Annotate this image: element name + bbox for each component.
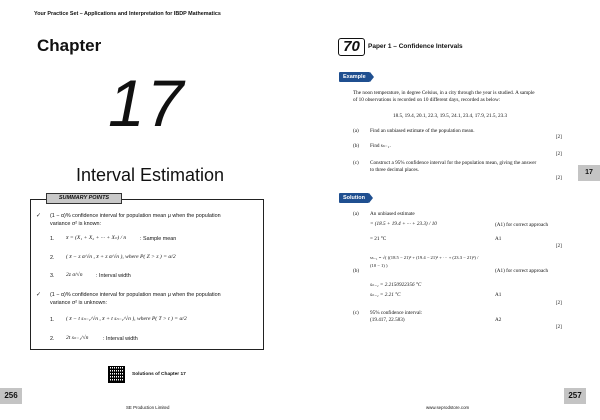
example-text-2: of 10 observations is recorded on 10 different days, recorded as below:	[353, 97, 501, 103]
solution-a-step-2: = 21 °C	[370, 236, 387, 242]
example-text-1: The noon temperature, in degree Celsius, in a city through the year is studied. A sample	[353, 90, 535, 96]
running-head: Your Practice Set – Applications and Interpretation for IBDP Mathematics	[34, 11, 221, 17]
summary-item-note: : Sample mean	[140, 236, 177, 242]
solution-a-step-1: = (18.5 + 19.4 + ··· + 23.3) / 10	[370, 221, 437, 227]
section-title: Paper 1 – Confidence Intervals	[368, 43, 463, 50]
summary-tab: SUMMARY POINTS	[46, 193, 122, 204]
qr-label: Solutions of Chapter 17	[132, 372, 186, 377]
marks: [2]	[556, 244, 562, 249]
footer-right: www.seprodstore.com	[426, 405, 470, 410]
solution-b-step-3: sₙ₋₁ = 2.21 °C	[370, 292, 401, 298]
page-number-right: 257	[564, 388, 586, 404]
page-number-left: 256	[0, 388, 22, 404]
marks: [2]	[556, 176, 562, 181]
summary-known-intro-1: (1 − α)% confidence interval for population mean μ when the population	[50, 213, 221, 219]
solution-b-step-2: sₙ₋₁ = 2.2150922356 °C	[370, 282, 422, 288]
chapter-badge: 70	[338, 38, 365, 56]
t-width-formula: 2t sₙ₋₁/√n	[66, 335, 89, 341]
solution-c-heading: 95% confidence interval:	[370, 310, 423, 316]
award-note: A1	[495, 292, 502, 298]
summary-item-label: 3.	[50, 273, 55, 279]
solution-label: (a)	[353, 211, 359, 217]
question-c-text-1: Construct a 95% confidence interval for the population mean, giving the answer	[370, 160, 537, 166]
z-interval-formula: ( x̄ − z σ/√n , x̄ + z σ/√n ), where P( Z > z ) = α/2	[66, 254, 176, 260]
question-c-text-2: to three decimal places.	[370, 167, 419, 173]
summary-known-intro-2: variance σ² is known:	[50, 221, 101, 227]
award-note: A2	[495, 317, 502, 323]
data-line: 18.5, 19.4, 20.1, 22.3, 19.5, 24.1, 23.4, 17.9, 21.5, 23.3	[393, 113, 508, 119]
question-b-text: Find sₙ₋₁.	[370, 143, 391, 149]
footer-left: SE Production Limited	[126, 405, 170, 410]
question-label: (b)	[353, 143, 360, 149]
solution-tag: Solution	[339, 193, 369, 203]
question-a-text: Find an unbiased estimate of the population mean.	[370, 128, 475, 134]
z-width-formula: 2z σ/√n	[66, 272, 83, 278]
check-icon: ✓	[36, 212, 42, 219]
chapter-word: Chapter	[37, 36, 102, 55]
marks: [2]	[556, 152, 562, 157]
qr-code[interactable]	[108, 366, 125, 383]
example-tag: Example	[339, 72, 370, 82]
award-note: (A1) for correct approach	[495, 222, 549, 228]
solution-a-heading: An unbiased estimate	[370, 211, 415, 217]
solution-label: (c)	[353, 310, 359, 316]
chapter-number: 17	[108, 66, 186, 140]
chapter-title: Interval Estimation	[75, 165, 225, 185]
summary-unknown-intro-2: variance σ² is unknown:	[50, 300, 107, 306]
award-note: A1	[495, 236, 502, 242]
solution-c-step-1: (19.417, 22.583)	[370, 317, 405, 323]
summary-unknown-intro-1: (1 − α)% confidence interval for population mean μ when the population	[50, 292, 221, 298]
summary-item-label: 1.	[50, 317, 55, 323]
summary-item-label: 2.	[50, 336, 55, 342]
summary-item-label: 1.	[50, 236, 55, 242]
solution-label: (b)	[353, 268, 360, 274]
check-icon: ✓	[36, 291, 42, 298]
award-note: (A1) for correct approach	[495, 268, 549, 274]
marks: [2]	[556, 325, 562, 330]
t-interval-formula: ( x̄ − t sₙ₋₁/√n , x̄ + t sₙ₋₁/√n ), where P( T > t ) = α/2	[66, 316, 187, 322]
marks: [2]	[556, 301, 562, 306]
question-label: (c)	[353, 160, 359, 166]
marks: [2]	[556, 135, 562, 140]
solution-b-step-1: sₙ₋₁ = √( ((18.5 − 21)² + (19.4 − 21)² + ··· + (23.3 − 21)²) / (10 − 1) )	[370, 255, 479, 268]
summary-item-note: : Interval width	[103, 336, 138, 342]
summary-item-note: : Interval width	[96, 273, 131, 279]
sample-mean-formula: x̄ = (X₁ + X₂ + ··· + Xₙ) / n	[66, 235, 127, 241]
summary-item-label: 2.	[50, 255, 55, 261]
question-label: (a)	[353, 128, 359, 134]
chapter-side-tab: 17	[578, 165, 600, 181]
right-page	[300, 0, 600, 420]
